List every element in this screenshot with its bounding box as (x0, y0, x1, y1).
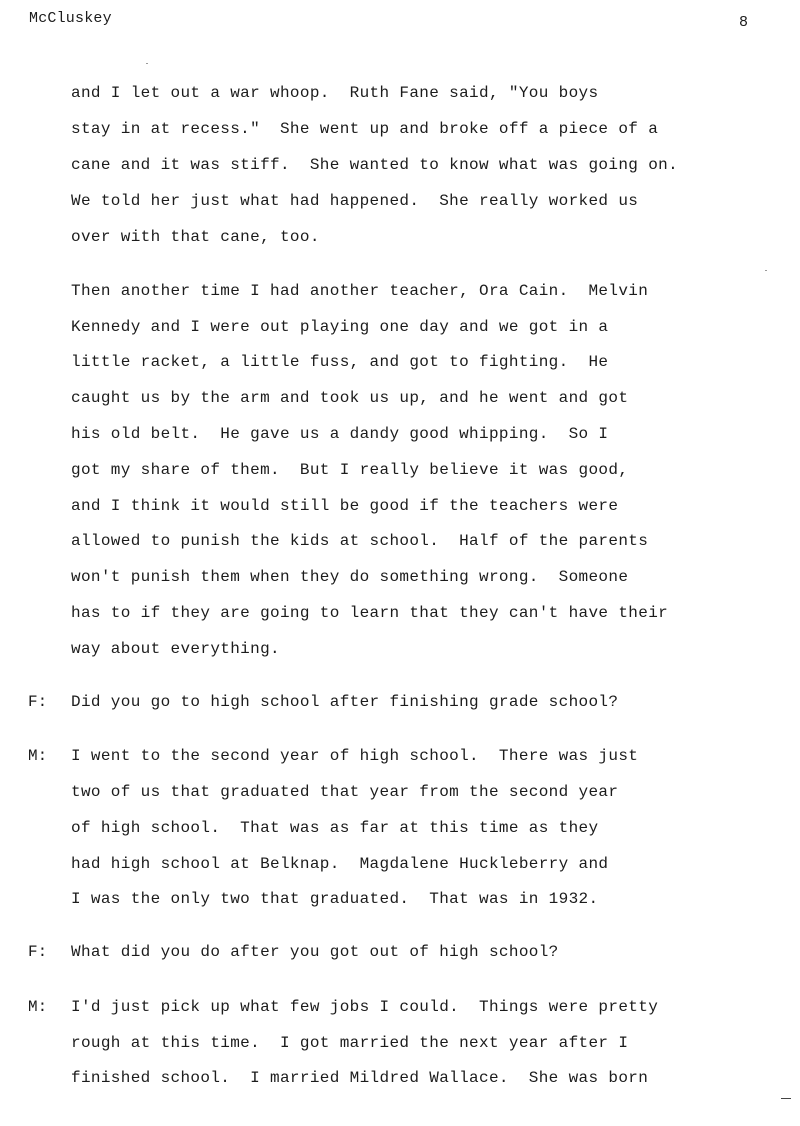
text-line: I'd just pick up what few jobs I could. Things were pretty (71, 998, 659, 1016)
text-line: his old belt. He gave us a dandy good whipping. So I (71, 425, 609, 443)
speaker-label: F: (28, 943, 48, 961)
text-line: Then another time I had another teacher, Ora Cain. Melvin (71, 282, 649, 300)
text-line: Did you go to high school after finishing grade school? (71, 693, 619, 711)
text-line: caught us by the arm and took us up, and he went and got (71, 389, 629, 407)
text-line: of high school. That was as far at this time as they (71, 819, 599, 837)
text-line: Kennedy and I were out playing one day and we got in a (71, 318, 609, 336)
text-line: little racket, a little fuss, and got to fighting. He (71, 353, 609, 371)
page-number: 8 (739, 14, 749, 31)
text-line: I went to the second year of high school. There was just (71, 747, 639, 765)
scan-mark (781, 1098, 791, 1099)
text-line: rough at this time. I got married the next year after I (71, 1034, 629, 1052)
text-line: allowed to punish the kids at school. Half of the parents (71, 532, 649, 550)
speaker-label: F: (28, 693, 48, 711)
text-line: way about everything. (71, 640, 280, 658)
text-line: I was the only two that graduated. That was in 1932. (71, 890, 599, 908)
text-line: We told her just what had happened. She really worked us (71, 192, 639, 210)
text-line: got my share of them. But I really believe it was good, (71, 461, 629, 479)
header-name: McCluskey (29, 10, 112, 27)
text-line: stay in at recess." She went up and broke off a piece of a (71, 120, 659, 138)
text-line: two of us that graduated that year from the second year (71, 783, 619, 801)
text-line: and I let out a war whoop. Ruth Fane said, "You boys (71, 84, 599, 102)
text-line: and I think it would still be good if the teachers were (71, 497, 619, 515)
text-line: has to if they are going to learn that they can't have their (71, 604, 669, 622)
text-line: had high school at Belknap. Magdalene Huckleberry and (71, 855, 609, 873)
text-line: finished school. I married Mildred Wallace. She was born (71, 1069, 649, 1087)
text-line: What did you do after you got out of high school? (71, 943, 559, 961)
scan-speck (765, 270, 767, 271)
text-line: won't punish them when they do something wrong. Someone (71, 568, 629, 586)
scan-speck (146, 63, 148, 64)
speaker-label: M: (28, 998, 48, 1016)
text-line: cane and it was stiff. She wanted to know what was going on. (71, 156, 679, 174)
text-line: over with that cane, too. (71, 228, 320, 246)
speaker-label: M: (28, 747, 48, 765)
